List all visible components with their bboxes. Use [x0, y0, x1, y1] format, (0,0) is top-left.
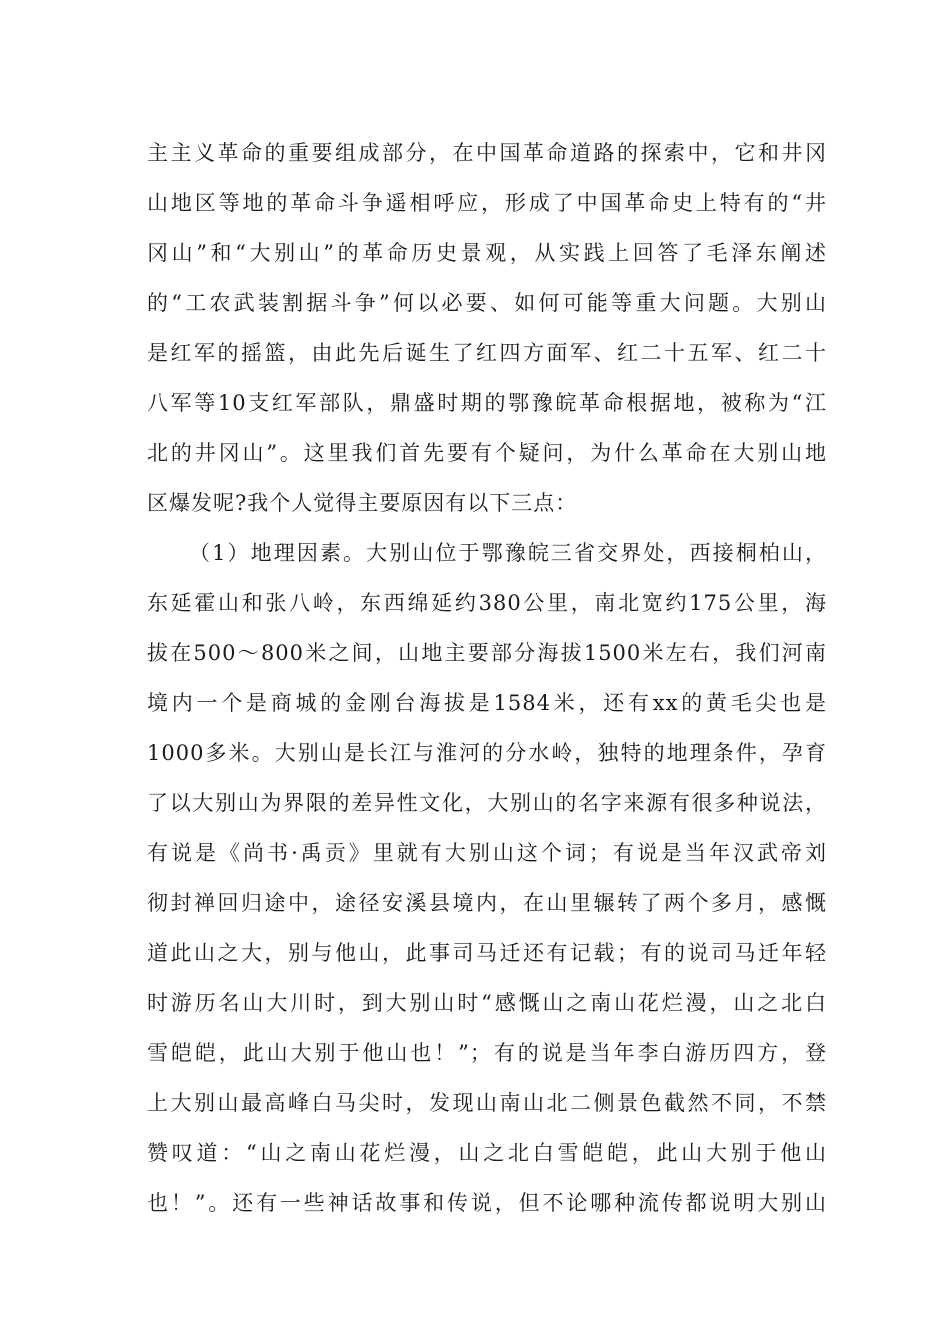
text-line: 赞叹道：“山之南山花烂漫，山之北白雪皑皑，此山大别于他山	[147, 1141, 827, 1165]
text-line: 是红军的摇篮，由此先后诞生了红四方面军、红二十五军、红二十	[147, 341, 827, 365]
text-line: 彻封禅回归途中，途径安溪县境内，在山里辗转了两个多月，感慨	[147, 891, 827, 915]
text-line: 八军等10支红军部队，鼎盛时期的鄂豫皖革命根据地，被称为“江	[147, 391, 827, 415]
text-line: 雪皑皑，此山大别于他山也！”；有的说是当年李白游历四方，登	[147, 1041, 827, 1065]
text-line: 东延霍山和张八岭，东西绵延约380公里，南北宽约175公里，海	[147, 591, 827, 615]
text-line: 有说是《尚书·禹贡》里就有大别山这个词；有说是当年汉武帝刘	[147, 841, 827, 865]
text-line: 区爆发呢?我个人觉得主要原因有以下三点：	[147, 491, 578, 515]
paragraph-first-line: （1）地理因素。大别山位于鄂豫皖三省交界处，西接桐柏山，	[189, 541, 827, 565]
text-line: 主主义革命的重要组成部分，在中国革命道路的探索中，它和井冈	[147, 141, 827, 165]
text-line: 境内一个是商城的金刚台海拔是1584米，还有xx的黄毛尖也是	[147, 691, 827, 715]
text-line: 的“工农武装割据斗争”何以必要、如何可能等重大问题。大别山	[147, 291, 827, 315]
text-line: 山地区等地的革命斗争遥相呼应，形成了中国革命史上特有的“井	[147, 191, 827, 215]
text-line: 北的井冈山”。这里我们首先要有个疑问，为什么革命在大别山地	[147, 441, 827, 465]
text-line: 冈山”和“大别山”的革命历史景观，从实践上回答了毛泽东阐述	[147, 241, 827, 265]
text-line: 道此山之大，别与他山，此事司马迁还有记载；有的说司马迁年轻	[147, 941, 827, 965]
text-line: 上大别山最高峰白马尖时，发现山南山北二侧景色截然不同，不禁	[147, 1091, 827, 1115]
text-line: 拔在500～800米之间，山地主要部分海拔1500米左右，我们河南	[147, 641, 827, 665]
text-line: 也！”。还有一些神话故事和传说，但不论哪种流传都说明大别山	[147, 1191, 827, 1215]
text-line: 了以大别山为界限的差异性文化，大别山的名字来源有很多种说法，	[147, 791, 827, 815]
text-line: 1000多米。大别山是长江与淮河的分水岭，独特的地理条件，孕育	[147, 741, 827, 765]
text-line: 时游历名山大川时，到大别山时“感慨山之南山花烂漫，山之北白	[147, 991, 827, 1015]
